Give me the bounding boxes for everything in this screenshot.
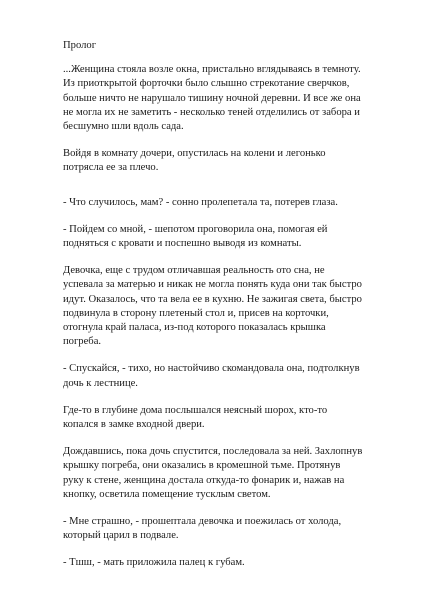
paragraph-4: - Пойдем со мной, - шепотом проговорила она, помогая ей подняться с кровати и поспешно выводя из комнаты. xyxy=(63,223,328,250)
paragraph-2: Войдя в комнату дочери, опустилась на колени и легонько потрясла ее за плечо. xyxy=(63,148,326,174)
paragraph-7: Где-то в глубине дома послышался неясный шорох, кто-то копался в замке входной двери. xyxy=(63,404,328,431)
chapter-heading: Пролог xyxy=(63,40,97,51)
paragraph-1: ...Женщина стояла возле окна, пристально вглядываясь в темноту. Из приоткрытой форточки было слышно стрекотание сверчков, больше ничто не нарушало тишину ночной деревни. И все же она не могла их не заметить - несколько теней отделились от забора и бесшумно шли вдоль сада. xyxy=(63,64,361,133)
paragraph-3: - Что случилось, мам? - сонно пролепетала та, потерев глаза. xyxy=(63,196,338,208)
paragraph-6: - Спускайся, - тихо, но настойчиво скомандовала она, подтолкнув дочь к лестнице. xyxy=(63,363,360,389)
paragraph-5: Девочка, еще с трудом отличавшая реальность ото сна, не успевала за матерью и никак не могла понять куда они так быстро идут. Оказалось, что та вела ее в кухню. Не зажигая света, быстро подвинула в сторону плетеный стол и, присев на корточки, отогнула край паласа, из-под которого показалась крышка погреба. xyxy=(63,265,362,348)
paragraph-9: - Мне страшно, - прошептала девочка и поежилась от холода, который царил в подвале. xyxy=(63,516,342,542)
document-page xyxy=(63,39,363,571)
paragraph-8: Дождавшись, пока дочь спустится, последовала за ней. Захлопнув крышку погреба, они оказались в кромешной тьме. Протянув руку к стене, женщина достала откуда-то фонарик и, нажав на кнопку, осветила помещение тусклым светом. xyxy=(63,446,363,500)
paragraph-10: - Тшш, - мать приложила палец к губам. xyxy=(63,557,245,569)
